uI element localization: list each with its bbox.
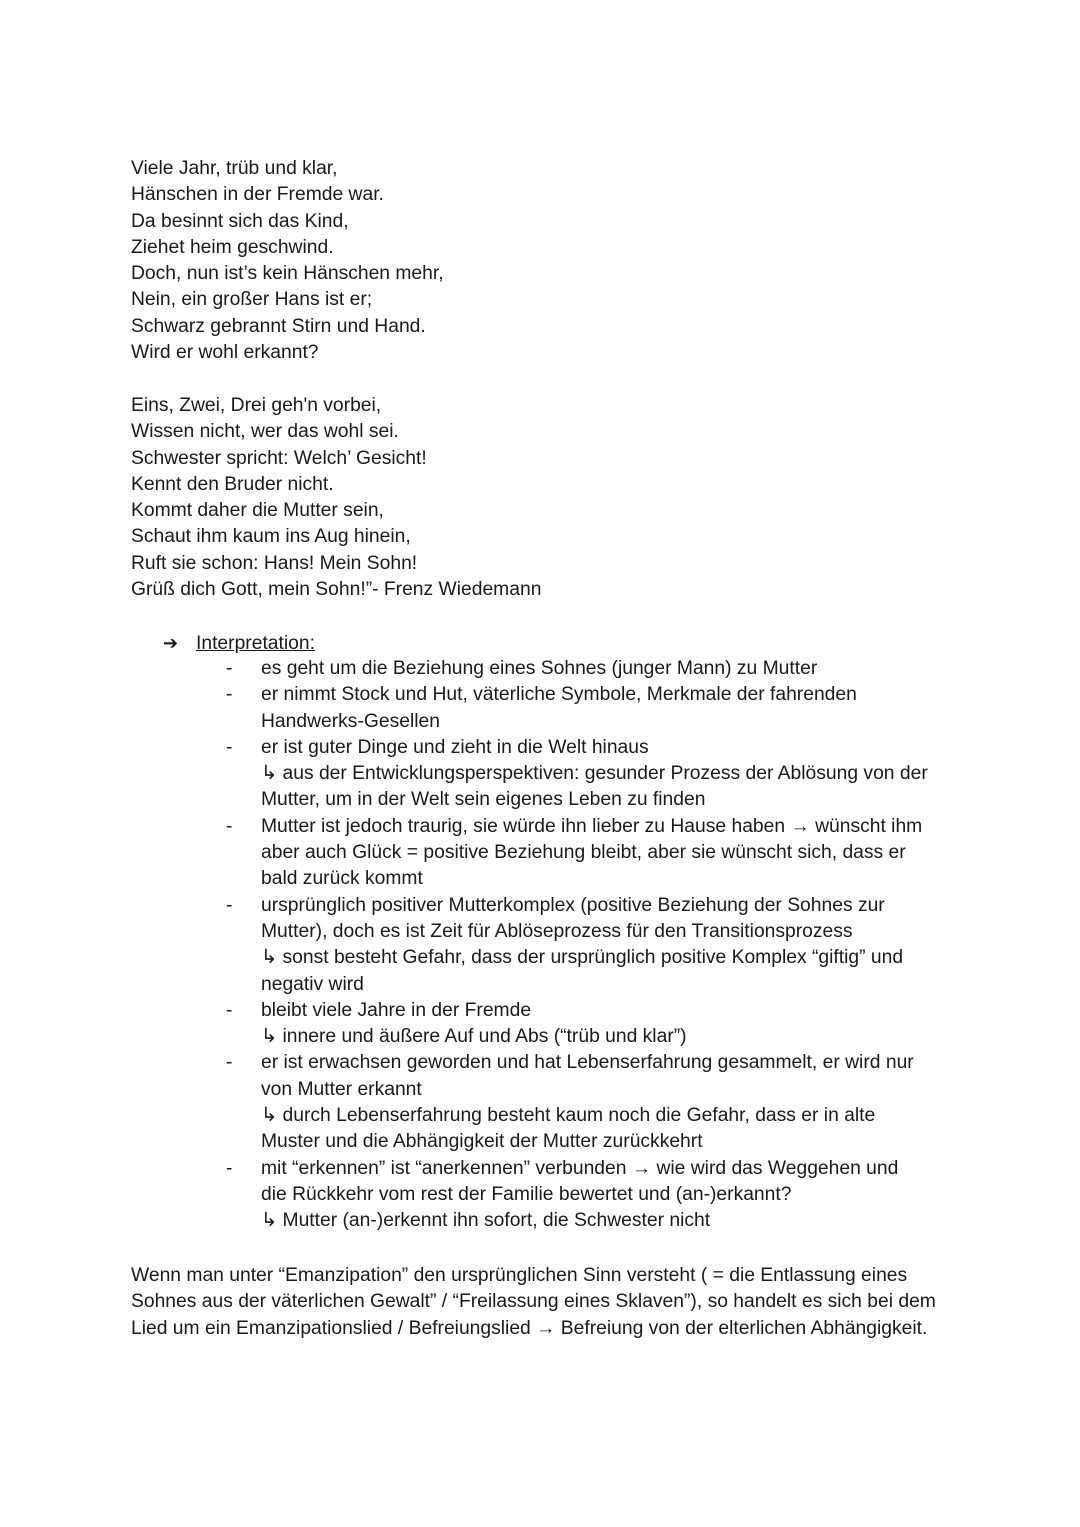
list-item-text: Mutter ist jedoch traurig, sie würde ihn lieber zu Hause haben → wünscht ihm aber auch Glück = positive Beziehung bleibt, aber sie wünscht sich, dass er bald zurück kommt	[261, 815, 923, 890]
poem-attribution-line: Grüß dich Gott, mein Sohn!”- Frenz Wiedemann	[131, 579, 542, 601]
poem-line: Nein, ein großer Hans ist er;	[131, 289, 373, 311]
interpretation-list	[226, 656, 966, 1235]
dash-marker: -	[226, 736, 233, 758]
dash-marker: -	[226, 684, 233, 706]
list-item-text: mit “erkennen” ist “anerkennen” verbunden → wie wird das Weggehen und die Rückkehr vom rest der Familie bewertet und (an-)erkannt? ↳ Mutter (an-)erkennt ihn sofort, die Schwester nicht	[261, 1157, 899, 1232]
poem-line: Doch, nun ist’s kein Hänschen mehr,	[131, 263, 444, 285]
list-item	[226, 998, 966, 1051]
poem-line: Kommt daher die Mutter sein,	[131, 500, 384, 522]
dash-marker: -	[226, 1052, 233, 1074]
interpretation-title: Interpretation:	[196, 633, 315, 654]
poem-line: Hänschen in der Fremde war.	[131, 184, 384, 206]
poem-line: Schaut ihm kaum ins Aug hinein,	[131, 526, 411, 548]
interpretation-heading	[163, 630, 315, 657]
dash-marker: -	[226, 658, 233, 679]
poem-line: Wird er wohl erkannt?	[131, 342, 319, 364]
poem-line: Eins, Zwei, Drei geh'n vorbei,	[131, 395, 382, 416]
arrow-bullet-icon: ➔	[163, 633, 179, 653]
list-item-text: bleibt viele Jahre in der Fremde ↳ innere und äußere Auf und Abs (“trüb und klar”)	[261, 999, 687, 1048]
list-item	[226, 1050, 966, 1155]
poem-line: Wissen nicht, wer das wohl sei.	[131, 421, 399, 443]
poem-stanza-2	[131, 393, 541, 603]
list-item	[226, 682, 966, 735]
list-item	[226, 814, 966, 893]
list-item	[226, 893, 966, 998]
dash-marker: -	[226, 894, 233, 916]
poem-stanza-1	[131, 156, 444, 366]
list-item	[226, 735, 966, 814]
list-item-text: es geht um die Beziehung eines Sohnes (junger Mann) zu Mutter	[261, 658, 818, 679]
list-item	[226, 656, 966, 682]
poem-line: Schwarz gebrannt Stirn und Hand.	[131, 315, 426, 337]
poem-line: Viele Jahr, trüb und klar,	[131, 158, 338, 179]
list-item-text: er ist guter Dinge und zieht in die Welt hinaus ↳ aus der Entwicklungsperspektiven: gesunder Prozess der Ablösung von der Mutter, um in der Welt sein eigenes Leben zu finden	[261, 736, 928, 811]
poem-line: Ruft sie schon: Hans! Mein Sohn!	[131, 552, 418, 574]
list-item-text: er nimmt Stock und Hut, väterliche Symbole, Merkmale der fahrenden Handwerks-Gesellen	[261, 684, 857, 732]
list-item-text: er ist erwachsen geworden und hat Lebenserfahrung gesammelt, er wird nur von Mutter erkannt ↳ durch Lebenserfahrung besteht kaum noch die Gefahr, dass er in alte Muster und die Abhängigkeit der Mutter zurückkehrt	[261, 1052, 914, 1153]
poem-line: Kennt den Bruder nicht.	[131, 473, 334, 495]
dash-marker: -	[226, 1157, 233, 1179]
list-item	[226, 1156, 966, 1235]
poem-line: Schwester spricht: Welch’ Gesicht!	[131, 447, 427, 469]
conclusion-paragraph: Wenn man unter “Emanzipation” den ursprünglichen Sinn versteht ( = die Entlassung eines Sohnes aus der väterlichen Gewalt” / “Freilassung eines Sklaven”), so handelt es sich bei dem Lied um ein Emanzipationslied / Befreiungslied → Befreiung von der elterlichen Abhängigkeit.	[131, 1265, 936, 1339]
dash-marker: -	[226, 999, 233, 1021]
dash-marker: -	[226, 815, 233, 837]
poem-line: Da besinnt sich das Kind,	[131, 210, 349, 232]
poem-line: Ziehet heim geschwind.	[131, 236, 334, 258]
list-item-text: ursprünglich positiver Mutterkomplex (positive Beziehung der Sohnes zur Mutter), doch es ist Zeit für Ablöseprozess für den Transitionsprozess ↳ sonst besteht Gefahr, dass der ursprünglich positive Komplex “giftig” und negativ wird	[261, 894, 904, 995]
